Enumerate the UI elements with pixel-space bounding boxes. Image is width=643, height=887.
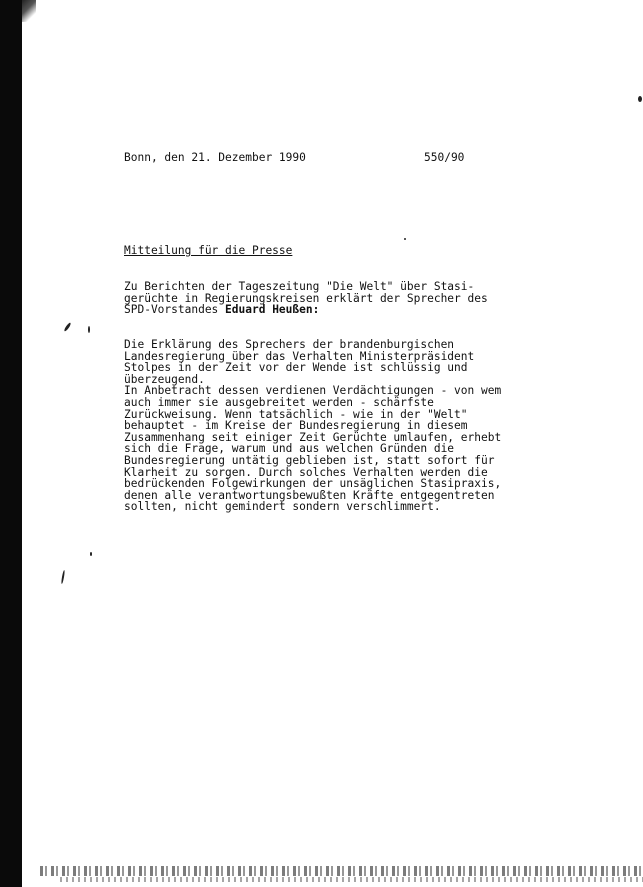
body-line: Zusammenhang seit einiger Zeit Gerüchte umlaufen, erhebt — [124, 430, 502, 444]
body-line: Landesregierung über das Verhalten Ministerpräsident — [124, 349, 475, 363]
scan-bottom-noise — [40, 866, 643, 876]
body-line: auch immer sie ausgebreitet werden - schärfste — [124, 395, 434, 409]
speaker-name: Eduard Heußen: — [225, 303, 320, 317]
body-line: Die Erklärung des Sprechers der brandenburgischen — [124, 338, 455, 351]
intro-paragraph — [124, 281, 488, 316]
dateline: Bonn, den 21. Dezember 1990 — [124, 151, 306, 164]
body-line: sollten, nicht gemindert sondern verschlimmert. — [124, 500, 441, 514]
scan-speck — [404, 238, 406, 240]
scan-speck — [61, 570, 65, 584]
intro-line: Zu Berichten der Tageszeitung "Die Welt" über Stasi- — [124, 280, 475, 293]
intro-line: SPD-Vorstandes — [124, 303, 226, 317]
scan-speck — [63, 322, 71, 332]
body-paragraph — [124, 339, 501, 513]
scan-corner-shadow — [22, 0, 36, 22]
scan-left-edge — [0, 0, 22, 887]
heading: Mitteilung für die Presse — [124, 244, 293, 257]
body-line: In Anbetracht dessen verdienen Verdächtigungen - von wem — [124, 384, 502, 398]
body-line: überzeugend. — [124, 372, 205, 386]
body-line: denen alle verantwortungsbewußten Kräfte entgegentreten — [124, 488, 495, 502]
body-line: Bundesregierung untätig geblieben ist, statt sofort für — [124, 453, 495, 467]
scan-speck — [638, 96, 642, 102]
body-line: Stolpes in der Zeit vor der Wende ist schlüssig und — [124, 361, 468, 375]
scan-bottom-noise — [60, 877, 643, 882]
body-line: behauptet - im Kreise der Bundesregierung in diesem — [124, 419, 468, 433]
body-line: sich die Frage, warum und aus welchen Gründen die — [124, 442, 455, 456]
intro-line: gerüchte in Regierungskreisen erklärt der Sprecher des — [124, 291, 488, 305]
body-line: Zurückweisung. Wenn tatsächlich - wie in der "Welt" — [124, 407, 468, 421]
scan-speck — [90, 552, 92, 556]
document-number: 550/90 — [424, 151, 465, 164]
body-line: Klarheit zu sorgen. Durch solches Verhalten werden die — [124, 465, 488, 479]
scan-speck — [88, 326, 90, 333]
body-line: bedrückenden Folgewirkungen der unsäglichen Stasipraxis, — [124, 477, 502, 491]
